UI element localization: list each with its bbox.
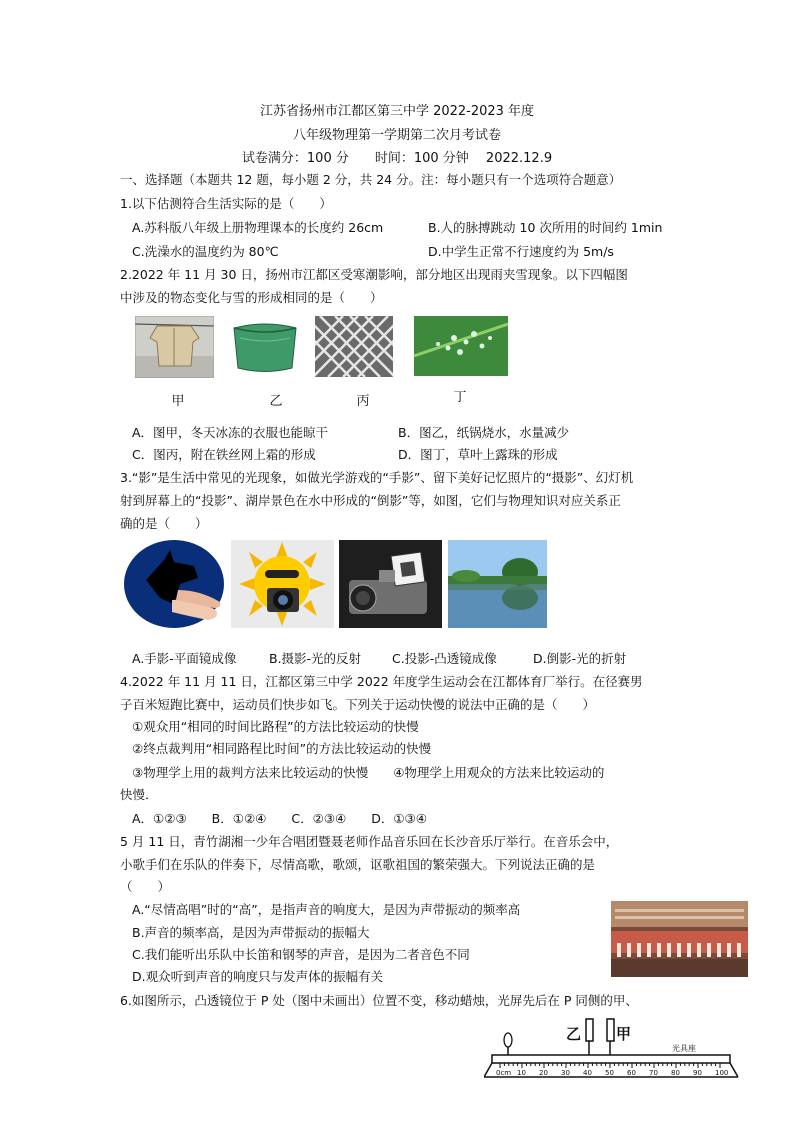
q2-option-d: D．图丁，草叶上露珠的形成 xyxy=(398,447,558,462)
paper-pot-image xyxy=(230,318,300,376)
q5-stem-line3: （ ） xyxy=(120,879,171,894)
caption-bing: 丙 xyxy=(356,394,370,409)
lake-reflection-image xyxy=(448,540,547,628)
q5-stem-line2: 小歌手们在乐队的伴奏下，尽情高歌，歌颂，讴歌祖国的繁荣强大。下列说法正确的是 xyxy=(120,857,596,872)
q2-option-c: C．图丙，附在铁丝网上霜的形成 xyxy=(132,447,316,462)
q4-stem-line1: 4.2022 年 11 月 11 日，江都区第三中学 2022 年度学生运动会在江都体育厂举行。在径赛男 xyxy=(120,674,643,689)
bench-tick-label: 100 xyxy=(715,1069,729,1077)
camera-sun-cartoon-image xyxy=(231,540,334,628)
screen-label-yi: 乙 xyxy=(566,1025,582,1043)
caption-ding: 丁 xyxy=(453,390,467,405)
q3-option-c: C.投影-凸透镜成像 xyxy=(392,651,497,666)
slide-projector-image xyxy=(339,540,442,628)
q5-option-c: C.我们能听出乐队中长笛和钢琴的声音，是因为二者音色不同 xyxy=(132,947,470,962)
bench-tick-label: 40 xyxy=(583,1069,592,1077)
q3-stem-line2: 射到屏幕上的“投影”、湖岸景色在水中形成的“倒影”等，如图，它们与物理知识对应关系正 xyxy=(120,493,621,508)
exam-meta: 试卷满分：100 分 时间：100 分钟 2022.12.9 xyxy=(241,151,553,166)
bench-tick-label: 90 xyxy=(693,1069,702,1077)
q4-options: A．①②③ B．①②④ C．②③④ D．①③④ xyxy=(132,811,427,826)
hand-shadow-image xyxy=(124,540,225,628)
q1-option-b: B.人的脉搏跳动 10 次所用的时间约 1min xyxy=(428,220,663,235)
q4-statement-2: ②终点裁判用“相同路程比时间”的方法比较运动的快慢 xyxy=(132,741,432,756)
bench-tick-label: 50 xyxy=(605,1069,614,1077)
bench-tick-label: 20 xyxy=(539,1069,548,1077)
concert-hall-image xyxy=(611,901,748,977)
q4-statement-1: ①观众用“相同的时间比路程”的方法比较运动的快慢 xyxy=(132,719,419,734)
q1-stem: 1.以下估测符合生活实际的是（ ） xyxy=(120,196,332,211)
bench-tick-label: 80 xyxy=(671,1069,680,1077)
q2-stem-line1: 2.2022 年 11 月 30 日，扬州市江都区受寒潮影响，部分地区出现雨夹雪现象。以下四幅图 xyxy=(120,267,628,282)
exam-title-line2: 八年级物理第一学期第二次月考试卷 xyxy=(292,128,501,143)
caption-yi: 乙 xyxy=(269,394,283,409)
q5-stem-line1: 5 月 11 日，青竹湖湘一少年合唱团暨聂老师作品音乐回在长沙音乐厅举行。在音乐会中， xyxy=(120,834,619,849)
caption-jia: 甲 xyxy=(171,394,185,409)
section-heading: 一、选择题（本题共 12 题，每小题 2 分，共 24 分。注：每小题只有一个选项符合题意） xyxy=(120,172,622,187)
bench-tick-label: 0cm xyxy=(496,1069,512,1077)
exam-title-line1: 江苏省扬州市江都区第三中学 2022-2023 年度 xyxy=(259,104,535,119)
bench-tick-label: 10 xyxy=(517,1069,526,1077)
q1-option-a: A.苏科版八年级上册物理课本的长度约 26cm xyxy=(132,220,384,235)
screen-label-jia: 甲 xyxy=(616,1025,632,1043)
q2-stem-line2: 中涉及的物态变化与雪的形成相同的是（ ） xyxy=(120,290,383,305)
q3-stem-line1: 3.“影”是生活中常见的光现象，如做光学游戏的“手影”、留下美好记忆照片的“摄影”、幻灯机 xyxy=(120,470,634,485)
q5-option-a: A.“尽情高唱”时的“高”，是指声音的响度大，是因为声带振动的频率高 xyxy=(132,902,521,917)
bench-tick-label: 70 xyxy=(649,1069,658,1077)
optical-bench-diagram xyxy=(484,1015,740,1085)
q3-option-d: D.倒影-光的折射 xyxy=(533,651,627,666)
q2-option-a: A．图甲，冬天冰冻的衣服也能晾干 xyxy=(132,425,329,440)
q2-option-b: B．图乙，纸锅烧水，水量减少 xyxy=(398,425,570,440)
q5-option-d: D.观众听到声音的响度只与发声体的振幅有关 xyxy=(132,969,384,984)
q1-option-d: D.中学生正常不行速度约为 5m/s xyxy=(428,244,614,259)
q6-stem: 6.如图所示，凸透镜位于 P 处（图中未画出）位置不变，移动蜡烛，光屏先后在 P 同侧的甲、 xyxy=(120,993,638,1008)
q3-option-a: A.手影-平面镜成像 xyxy=(132,651,237,666)
q4-statement-4-cont: 快慢． xyxy=(120,787,158,802)
q5-option-b: B.声音的频率高，是因为声带振动的振幅大 xyxy=(132,925,370,940)
q1-option-c: C.洗澡水的温度约为 80℃ xyxy=(132,244,279,259)
frozen-clothes-image xyxy=(135,316,214,378)
q3-stem-line3: 确的是（ ） xyxy=(120,516,208,531)
bench-tick-label: 30 xyxy=(561,1069,570,1077)
bench-tick-label: 60 xyxy=(627,1069,636,1077)
q4-statement-3-4: ③物理学上用的裁判方法来比较运动的快慢 ④物理学上用观众的方法来比较运动的 xyxy=(132,765,605,780)
q3-option-b: B.摄影-光的反射 xyxy=(269,651,362,666)
bench-label: 光具座 xyxy=(672,1044,696,1053)
frost-wire-mesh-image xyxy=(315,316,393,377)
dew-on-leaf-image xyxy=(414,316,508,376)
q4-stem-line2: 子百米短跑比赛中，运动员们快步如飞。下列关于运动快慢的说法中正确的是（ ） xyxy=(120,697,596,712)
